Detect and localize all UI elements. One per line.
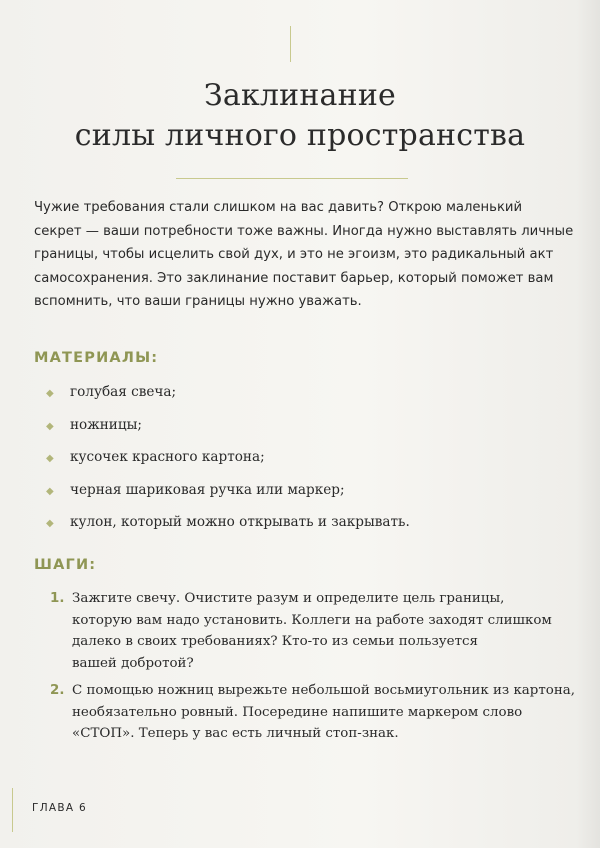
material-item: [46, 474, 410, 507]
material-item-text: голубая свеча;: [70, 384, 177, 400]
step-text: [72, 680, 592, 745]
title-underline-rule: [176, 178, 408, 179]
diamond-bullet-icon: ◆: [46, 388, 54, 399]
intro-line: Чужие требования стали слишком на вас давить? Открою маленький: [34, 200, 523, 215]
step-line: «СТОП». Теперь у вас есть личный стоп-знак.: [72, 726, 399, 741]
material-item-text: ножницы;: [70, 416, 143, 433]
material-item-text: черная шариковая ручка или маркер;: [70, 481, 345, 498]
step-line: необязательно ровный. Посередине напишите маркером слово: [72, 704, 523, 720]
material-item: [46, 441, 410, 474]
intro-line: самосохранения. Это заклинание поставит барьер, который поможет вам: [34, 270, 554, 286]
step-line: Зажгите свечу. Очистите разум и определите цель границы,: [72, 591, 505, 606]
materials-heading: МАТЕРИАЛЫ:: [34, 350, 159, 366]
top-decorative-rule: [290, 26, 291, 62]
step-text: [72, 588, 592, 674]
material-item: [46, 506, 410, 539]
material-item-text: кулон, который можно открывать и закрывать.: [70, 514, 410, 531]
materials-list: [46, 376, 410, 539]
diamond-bullet-icon: ◆: [46, 453, 54, 465]
step-line: которую вам надо установить. Коллеги на работе заходят слишком: [72, 612, 552, 628]
step-number: 1.: [50, 591, 65, 606]
diamond-bullet-icon: ◆: [46, 518, 54, 530]
material-item: [46, 409, 410, 442]
material-item: [46, 376, 410, 409]
chapter-label: ГЛАВА 6: [32, 802, 87, 814]
step-line: С помощью ножниц вырежьте небольшой восьмиугольник из картона,: [72, 683, 575, 698]
diamond-bullet-icon: ◆: [46, 420, 54, 432]
intro-line: вспомнить, что ваши границы нужно уважать.: [34, 294, 362, 309]
intro-line: границы, чтобы исцелить свой дух, и это не эгоизм, это радикальный акт: [34, 247, 554, 262]
title-line-1: Заклинание: [203, 78, 396, 113]
material-item-text: кусочек красного картона;: [70, 449, 265, 466]
step-line: вашей добротой?: [72, 655, 194, 671]
diamond-bullet-icon: ◆: [46, 485, 54, 497]
step-number: 2.: [50, 683, 65, 698]
intro-paragraph: [34, 196, 574, 314]
step-line: далеко в своих требованиях? Кто-то из семьи пользуется: [72, 634, 478, 649]
footer-decorative-rule: [12, 788, 13, 832]
title-line-2: силы личного пространства: [74, 118, 526, 153]
intro-line: секрет — ваши потребности тоже важны. Иногда нужно выставлять личные: [34, 223, 574, 239]
steps-heading: ШАГИ:: [34, 557, 97, 573]
page-title: [0, 76, 600, 156]
